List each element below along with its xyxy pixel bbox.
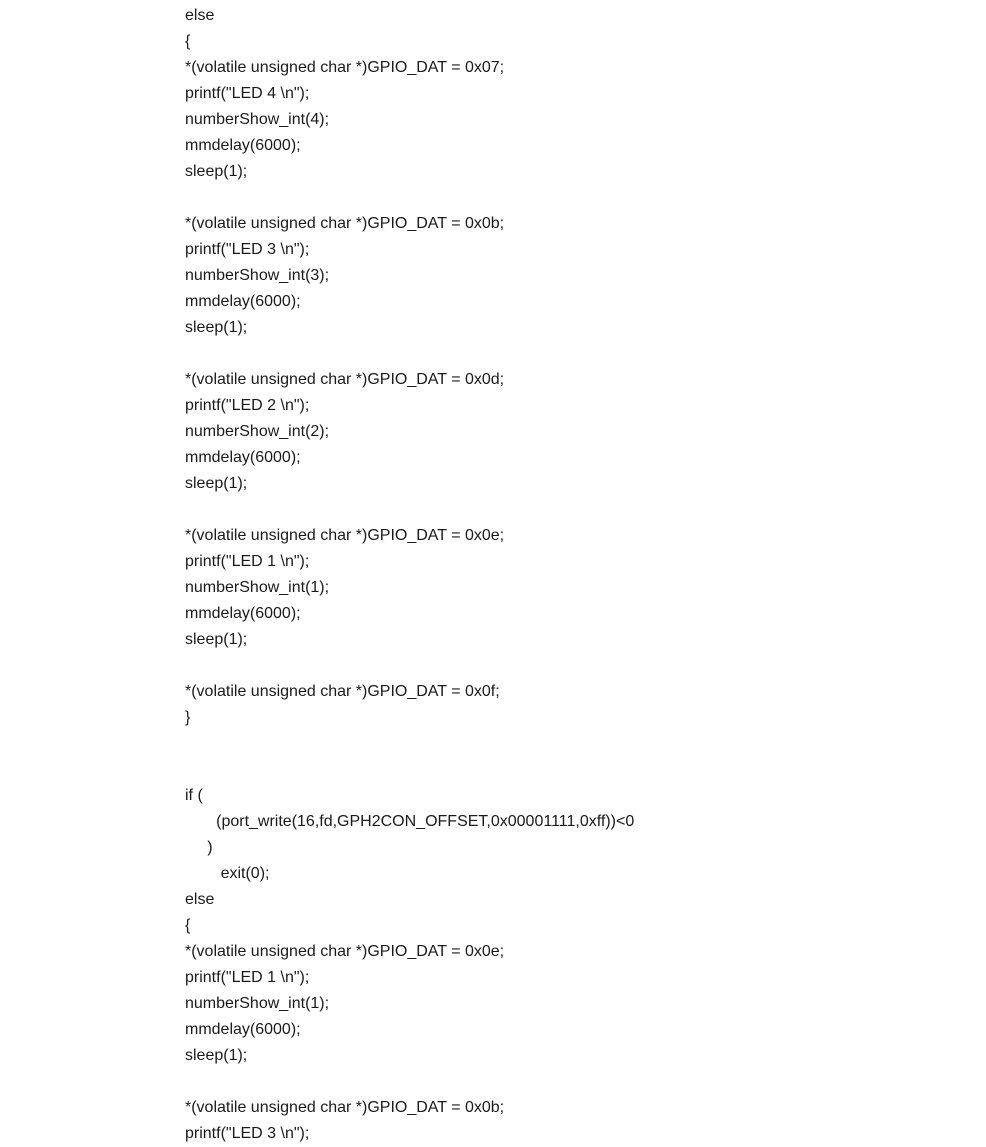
code-line: sleep(1); — [185, 163, 248, 180]
code-line: printf("LED 1 \n"); — [185, 553, 310, 570]
code-line: *(volatile unsigned char *)GPIO_DAT = 0x0d; — [185, 371, 505, 388]
code-listing — [185, 3, 986, 1147]
code-line: { — [185, 33, 191, 50]
code-line: *(volatile unsigned char *)GPIO_DAT = 0x0e; — [185, 527, 505, 544]
code-line: sleep(1); — [185, 475, 248, 492]
code-line: (port_write(16,fd,GPH2CON_OFFSET,0x00001111,0xff))<0 — [185, 813, 635, 830]
code-line: numberShow_int(2); — [185, 423, 330, 440]
code-line: numberShow_int(3); — [185, 267, 330, 284]
code-line — [185, 757, 986, 783]
code-line: printf("LED 1 \n"); — [185, 969, 310, 986]
code-line — [185, 1069, 986, 1095]
code-line — [185, 185, 986, 211]
code-line: numberShow_int(1); — [185, 579, 330, 596]
code-line: printf("LED 3 \n"); — [185, 241, 310, 258]
code-line: *(volatile unsigned char *)GPIO_DAT = 0x0e; — [185, 943, 505, 960]
code-line: } — [185, 709, 191, 726]
code-line: *(volatile unsigned char *)GPIO_DAT = 0x0b; — [185, 215, 505, 232]
code-line: { — [185, 917, 191, 934]
code-line: ) — [185, 839, 213, 856]
code-line: else — [185, 7, 215, 24]
code-line: mmdelay(6000); — [185, 605, 301, 622]
code-line: printf("LED 2 \n"); — [185, 397, 310, 414]
code-line: else — [185, 891, 215, 908]
code-line: printf("LED 4 \n"); — [185, 85, 310, 102]
code-line: if ( — [185, 787, 203, 804]
code-line: numberShow_int(4); — [185, 111, 330, 128]
code-line — [185, 341, 986, 367]
code-line: mmdelay(6000); — [185, 449, 301, 466]
code-line: mmdelay(6000); — [185, 293, 301, 310]
code-line: mmdelay(6000); — [185, 137, 301, 154]
code-line: *(volatile unsigned char *)GPIO_DAT = 0x0b; — [185, 1099, 505, 1116]
code-line: numberShow_int(1); — [185, 995, 330, 1012]
code-line — [185, 497, 986, 523]
code-line — [185, 731, 986, 757]
code-line: mmdelay(6000); — [185, 1021, 301, 1038]
code-line — [185, 653, 986, 679]
code-line: sleep(1); — [185, 319, 248, 336]
code-line: *(volatile unsigned char *)GPIO_DAT = 0x0f; — [185, 683, 500, 700]
code-line: sleep(1); — [185, 631, 248, 648]
code-line: printf("LED 3 \n"); — [185, 1125, 310, 1142]
code-line: *(volatile unsigned char *)GPIO_DAT = 0x07; — [185, 59, 505, 76]
code-line: exit(0); — [185, 865, 270, 882]
code-line: sleep(1); — [185, 1047, 248, 1064]
